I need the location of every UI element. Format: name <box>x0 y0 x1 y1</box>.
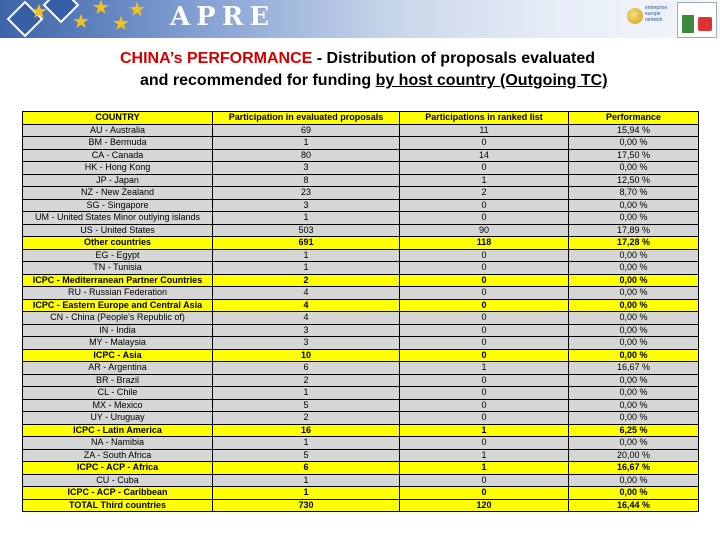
cell-country: SG - Singapore <box>23 199 213 212</box>
cell-evaluated: 1 <box>213 487 400 500</box>
cell-country: JP - Japan <box>23 174 213 187</box>
cell-country: CL - Chile <box>23 387 213 400</box>
table-row-subtotal <box>23 424 699 437</box>
table-row <box>23 399 699 412</box>
cell-performance: 0,00 % <box>569 412 699 425</box>
table-row <box>23 262 699 275</box>
table-row <box>23 149 699 162</box>
cell-ranked: 0 <box>400 437 569 450</box>
table-row <box>23 324 699 337</box>
table-row-subtotal <box>23 462 699 475</box>
cell-evaluated: 4 <box>213 287 400 300</box>
cell-performance: 0,00 % <box>569 249 699 262</box>
cell-country: IN - India <box>23 324 213 337</box>
table-row <box>23 224 699 237</box>
table-row <box>23 412 699 425</box>
cell-country: AU - Australia <box>23 124 213 137</box>
star-icon: ★ <box>72 11 90 33</box>
cell-ranked: 11 <box>400 124 569 137</box>
column-header-performance: Performance <box>569 112 699 125</box>
cell-evaluated: 5 <box>213 399 400 412</box>
table-row-subtotal <box>23 237 699 250</box>
title-line-2-underlined: by host country (Outgoing TC) <box>375 72 608 89</box>
table-row <box>23 387 699 400</box>
cell-performance: 0,00 % <box>569 474 699 487</box>
cell-ranked: 0 <box>400 387 569 400</box>
cell-ranked: 118 <box>400 237 569 250</box>
cell-ranked: 1 <box>400 424 569 437</box>
table-row <box>23 187 699 200</box>
cell-performance: 16,67 % <box>569 362 699 375</box>
cell-ranked: 0 <box>400 262 569 275</box>
cell-country: ICPC - Latin America <box>23 424 213 437</box>
table-row <box>23 249 699 262</box>
cell-performance: 0,00 % <box>569 349 699 362</box>
title-line-2-plain: and recommended for funding <box>140 72 376 89</box>
cell-ranked: 0 <box>400 337 569 350</box>
cell-evaluated: 503 <box>213 224 400 237</box>
cell-performance: 0,00 % <box>569 162 699 175</box>
cell-evaluated: 6 <box>213 462 400 475</box>
cell-evaluated: 730 <box>213 499 400 512</box>
title-highlight: CHINA’s PERFORMANCE <box>120 50 313 67</box>
cell-performance: 16,44 % <box>569 499 699 512</box>
cell-ranked: 2 <box>400 187 569 200</box>
cell-evaluated: 16 <box>213 424 400 437</box>
cell-country: Other countries <box>23 237 213 250</box>
cell-country: US - United States <box>23 224 213 237</box>
cell-ranked: 90 <box>400 224 569 237</box>
table-row-subtotal <box>23 299 699 312</box>
cell-evaluated: 2 <box>213 374 400 387</box>
cell-performance: 0,00 % <box>569 374 699 387</box>
partner-logo-text: enterprise europe network <box>645 5 668 23</box>
cell-country: RU - Russian Federation <box>23 287 213 300</box>
cell-performance: 0,00 % <box>569 262 699 275</box>
table-row-subtotal <box>23 499 699 512</box>
cell-evaluated: 4 <box>213 312 400 325</box>
cell-ranked: 0 <box>400 299 569 312</box>
apre-logo: APRE <box>170 2 276 32</box>
table-row-subtotal <box>23 349 699 362</box>
title-line-2 <box>120 70 680 92</box>
cell-ranked: 0 <box>400 199 569 212</box>
cell-ranked: 14 <box>400 149 569 162</box>
title-line-1 <box>120 48 680 70</box>
cell-ranked: 0 <box>400 137 569 150</box>
cell-evaluated: 3 <box>213 337 400 350</box>
table-row <box>23 362 699 375</box>
cell-country: HK - Hong Kong <box>23 162 213 175</box>
cell-country: ICPC - ACP - Caribbean <box>23 487 213 500</box>
cell-ranked: 0 <box>400 324 569 337</box>
table-row-subtotal <box>23 274 699 287</box>
cell-country: NZ - New Zealand <box>23 187 213 200</box>
table-row <box>23 437 699 450</box>
table-row <box>23 337 699 350</box>
cell-evaluated: 69 <box>213 124 400 137</box>
table-row-subtotal <box>23 487 699 500</box>
star-icon: ★ <box>30 1 48 23</box>
column-header-country: COUNTRY <box>23 112 213 125</box>
cell-evaluated: 1 <box>213 387 400 400</box>
column-header-evaluated: Participation in evaluated proposals <box>213 112 400 125</box>
cell-performance: 0,00 % <box>569 399 699 412</box>
cell-performance: 0,00 % <box>569 199 699 212</box>
cell-ranked: 0 <box>400 412 569 425</box>
globe-icon <box>627 8 643 24</box>
certification-logo <box>677 2 717 38</box>
cell-performance: 0,00 % <box>569 312 699 325</box>
cell-ranked: 0 <box>400 487 569 500</box>
cell-evaluated: 4 <box>213 299 400 312</box>
table-row <box>23 212 699 225</box>
cell-evaluated: 1 <box>213 212 400 225</box>
cell-performance: 8,70 % <box>569 187 699 200</box>
cell-evaluated: 1 <box>213 437 400 450</box>
cell-ranked: 0 <box>400 374 569 387</box>
cell-evaluated: 23 <box>213 187 400 200</box>
cell-country: CN - China (People's Republic of) <box>23 312 213 325</box>
star-icon: ★ <box>112 13 130 35</box>
cell-ranked: 1 <box>400 449 569 462</box>
table-row <box>23 137 699 150</box>
cell-evaluated: 1 <box>213 137 400 150</box>
cell-country: ICPC - Mediterranean Partner Countries <box>23 274 213 287</box>
cell-country: ZA - South Africa <box>23 449 213 462</box>
cell-performance: 0,00 % <box>569 437 699 450</box>
page-title <box>120 48 680 92</box>
cell-country: AR - Argentina <box>23 362 213 375</box>
cell-performance: 0,00 % <box>569 487 699 500</box>
cell-evaluated: 1 <box>213 474 400 487</box>
table-row <box>23 124 699 137</box>
cell-evaluated: 10 <box>213 349 400 362</box>
cell-country: EG - Egypt <box>23 249 213 262</box>
cell-evaluated: 3 <box>213 162 400 175</box>
cell-ranked: 0 <box>400 399 569 412</box>
cell-ranked: 0 <box>400 474 569 487</box>
cell-country: TN - Tunisia <box>23 262 213 275</box>
star-icon: ★ <box>128 0 146 21</box>
cell-performance: 0,00 % <box>569 324 699 337</box>
cell-country: ICPC - Asia <box>23 349 213 362</box>
cell-ranked: 0 <box>400 287 569 300</box>
cell-evaluated: 5 <box>213 449 400 462</box>
cell-evaluated: 1 <box>213 249 400 262</box>
cell-performance: 0,00 % <box>569 387 699 400</box>
cell-country: MX - Mexico <box>23 399 213 412</box>
cell-evaluated: 2 <box>213 274 400 287</box>
table-row <box>23 287 699 300</box>
cell-ranked: 0 <box>400 212 569 225</box>
table-row <box>23 312 699 325</box>
table-row <box>23 449 699 462</box>
cell-evaluated: 3 <box>213 324 400 337</box>
cert-mark-icon <box>698 17 712 31</box>
star-icon: ★ <box>92 0 110 19</box>
cell-performance: 0,00 % <box>569 287 699 300</box>
title-rest: - Distribution of proposals evaluated <box>312 50 596 67</box>
table-header-row <box>23 112 699 125</box>
cell-performance: 0,00 % <box>569 274 699 287</box>
table-row <box>23 474 699 487</box>
cell-ranked: 120 <box>400 499 569 512</box>
table-row <box>23 162 699 175</box>
cell-evaluated: 3 <box>213 199 400 212</box>
cell-evaluated: 80 <box>213 149 400 162</box>
cell-performance: 17,89 % <box>569 224 699 237</box>
table-body <box>23 124 699 512</box>
cell-performance: 12,50 % <box>569 174 699 187</box>
cell-performance: 15,94 % <box>569 124 699 137</box>
performance-table <box>22 111 699 512</box>
cell-ranked: 0 <box>400 162 569 175</box>
cell-country: CU - Cuba <box>23 474 213 487</box>
cell-country: CA - Canada <box>23 149 213 162</box>
cell-performance: 17,28 % <box>569 237 699 250</box>
cell-performance: 16,67 % <box>569 462 699 475</box>
column-header-ranked: Participations in ranked list <box>400 112 569 125</box>
cell-performance: 0,00 % <box>569 337 699 350</box>
cell-evaluated: 6 <box>213 362 400 375</box>
table-row <box>23 199 699 212</box>
enterprise-europe-network-logo <box>625 2 673 34</box>
cell-performance: 0,00 % <box>569 137 699 150</box>
cell-ranked: 0 <box>400 312 569 325</box>
cell-ranked: 1 <box>400 174 569 187</box>
cert-bar-icon <box>682 15 694 33</box>
cell-ranked: 0 <box>400 274 569 287</box>
cell-ranked: 1 <box>400 362 569 375</box>
cell-country: BM - Bermuda <box>23 137 213 150</box>
cell-ranked: 0 <box>400 349 569 362</box>
cell-country: BR - Brazil <box>23 374 213 387</box>
cell-evaluated: 2 <box>213 412 400 425</box>
cell-country: TOTAL Third countries <box>23 499 213 512</box>
cell-performance: 6,25 % <box>569 424 699 437</box>
cell-evaluated: 1 <box>213 262 400 275</box>
cell-ranked: 0 <box>400 249 569 262</box>
cell-country: UY - Uruguay <box>23 412 213 425</box>
cell-evaluated: 691 <box>213 237 400 250</box>
cell-performance: 17,50 % <box>569 149 699 162</box>
cell-performance: 20,00 % <box>569 449 699 462</box>
cell-performance: 0,00 % <box>569 212 699 225</box>
table-row <box>23 174 699 187</box>
cell-country: MY - Malaysia <box>23 337 213 350</box>
cell-performance: 0,00 % <box>569 299 699 312</box>
cell-ranked: 1 <box>400 462 569 475</box>
cell-country: NA - Namibia <box>23 437 213 450</box>
header-banner <box>0 0 720 38</box>
cell-country: ICPC - ACP - Africa <box>23 462 213 475</box>
cell-country: UM - United States Minor outlying islands <box>23 212 213 225</box>
cell-country: ICPC - Eastern Europe and Central Asia <box>23 299 213 312</box>
table-row <box>23 374 699 387</box>
cell-evaluated: 8 <box>213 174 400 187</box>
